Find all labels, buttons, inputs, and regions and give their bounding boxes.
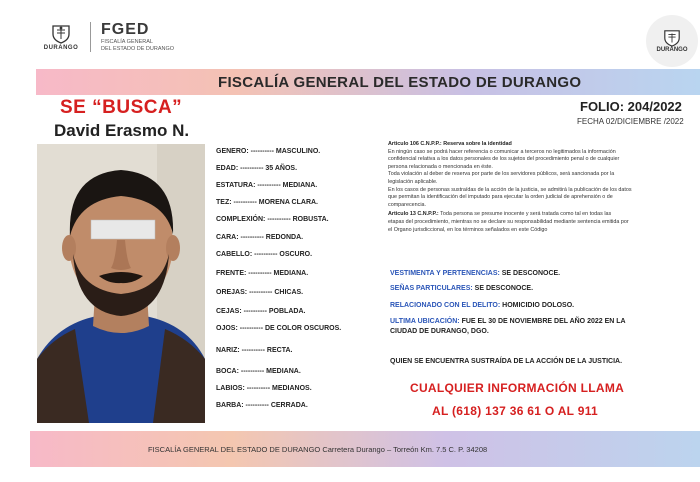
trait-leader: ---------- bbox=[252, 251, 280, 258]
trait-leader: ---------- bbox=[231, 199, 259, 206]
crime-label: RELACIONADO CON EL DELITO: bbox=[390, 302, 501, 309]
title-banner bbox=[36, 69, 700, 95]
trait-leader: ---------- bbox=[248, 148, 276, 155]
trait-row bbox=[216, 182, 317, 189]
art106-line: comparecencia. bbox=[388, 201, 427, 208]
banner-title: FISCALÍA GENERAL DEL ESTADO DE DURANGO bbox=[218, 74, 582, 91]
trait-label: TEZ: bbox=[216, 199, 232, 206]
trait-value: MEDIANA. bbox=[282, 182, 318, 189]
org-sub-line2: DEL ESTADO DE DURANGO bbox=[101, 46, 175, 52]
org-identity bbox=[101, 22, 174, 52]
trait-value: MEDIANA. bbox=[273, 270, 309, 277]
art106-line: confidencial relativa a los datos personales de los sujetos del procedimiento penal o de cualquier bbox=[388, 156, 620, 163]
folio-date: FECHA 02/DICIEMBRE /2022 bbox=[577, 117, 684, 126]
trait-value: MEDIANOS. bbox=[271, 385, 312, 392]
trait-leader: ---------- bbox=[239, 347, 267, 354]
marks-label: SEÑAS PARTICULARES: bbox=[390, 285, 473, 292]
logo-divider bbox=[90, 22, 91, 52]
badge-label: DURANGO bbox=[656, 47, 688, 53]
trait-value: MASCULINO. bbox=[275, 148, 321, 155]
art106-line: Toda violación al deber de reserva por parte de los servidores públicos, será sancionada por la bbox=[388, 171, 615, 178]
trait-label: CARA: bbox=[216, 234, 239, 241]
location-label: ULTIMA UBICACIÓN: bbox=[390, 318, 460, 325]
cta-heading: CUALQUIER INFORMACIÓN LLAMA bbox=[410, 381, 625, 395]
trait-leader: ---------- bbox=[238, 234, 266, 241]
trait-row bbox=[216, 199, 318, 206]
wanted-name: David Erasmo N. bbox=[54, 121, 190, 140]
trait-label: FRENTE: bbox=[216, 270, 247, 277]
trait-leader: ---------- bbox=[243, 402, 271, 409]
trait-row bbox=[216, 308, 305, 315]
trait-row bbox=[216, 325, 341, 332]
trait-label: GENERO: bbox=[216, 148, 249, 155]
trait-value: RECTA. bbox=[266, 347, 293, 354]
art106-line: En ningún caso se podrá hacer referencia o comunicar a terceros no legitimados la información bbox=[388, 148, 616, 155]
trait-label: BOCA: bbox=[216, 368, 239, 375]
durango-badge-icon bbox=[646, 15, 698, 67]
trait-value: CHICAS. bbox=[274, 289, 304, 296]
trait-row bbox=[216, 165, 297, 172]
art106-line: persona relacionada o mencionada en éste. bbox=[388, 163, 493, 170]
trait-label: OREJAS: bbox=[216, 289, 248, 296]
shield-label: DURANGO bbox=[43, 44, 79, 51]
trait-leader: ---------- bbox=[244, 385, 272, 392]
marks-row bbox=[390, 285, 533, 292]
art13-line: etapas del procedimiento, mientras no se declare su responsabilidad mediante sentencia emitida por bbox=[388, 218, 629, 225]
trait-label: CEJAS: bbox=[216, 308, 242, 315]
clothing-value: SE DESCONOCE. bbox=[501, 270, 561, 277]
trait-leader: ---------- bbox=[265, 216, 293, 223]
trait-label: COMPLEXIÓN: bbox=[216, 216, 266, 223]
suspect-photo bbox=[37, 144, 205, 423]
trait-label: BARBA: bbox=[216, 402, 244, 409]
trait-row bbox=[216, 270, 308, 277]
trait-leader: ---------- bbox=[238, 165, 266, 172]
trait-leader: ---------- bbox=[247, 289, 275, 296]
footer-address: FISCALÍA GENERAL DEL ESTADO DE DURANGO Carretera Durango – Torreón Km. 7.5 C. P. 34208 bbox=[148, 445, 488, 454]
trait-value: DE COLOR OSCUROS. bbox=[265, 325, 342, 332]
trait-value: MORENA CLARA. bbox=[258, 199, 319, 206]
trait-row bbox=[216, 216, 329, 223]
trait-label: CABELLO: bbox=[216, 251, 253, 258]
crime-value: HOMICIDIO DOLOSO. bbox=[502, 302, 575, 309]
clothing-label: VESTIMENTA Y PERTENENCIAS: bbox=[390, 270, 500, 277]
trait-leader: ---------- bbox=[238, 368, 267, 375]
trait-value: POBLADA. bbox=[268, 308, 306, 315]
art106-line: legislación aplicable. bbox=[388, 178, 438, 185]
trait-row bbox=[216, 385, 312, 392]
marks-value: SE DESCONOCE. bbox=[474, 285, 534, 292]
location-row-2 bbox=[390, 328, 489, 335]
art106-line: que permitan la identificación del imputado para ejecutar la orden judicial de aprehensión o de bbox=[388, 194, 613, 201]
trait-label: OJOS: bbox=[216, 325, 238, 332]
clothing-row bbox=[390, 270, 560, 277]
location-value-line1: FUE EL 30 DE NOVIEMBRE DEL AÑO 2022 EN LA bbox=[461, 318, 626, 325]
trait-value: ROBUSTA. bbox=[292, 216, 329, 223]
folio-number: FOLIO: 204/2022 bbox=[580, 99, 682, 114]
trait-label: ESTATURA: bbox=[216, 182, 256, 189]
cta-phone: AL (618) 137 36 61 O AL 911 bbox=[432, 404, 598, 418]
org-sub-line1: FISCALÍA GENERAL bbox=[101, 39, 153, 45]
art13-title: Articulo 13 C.N.P.P.: bbox=[388, 211, 439, 218]
fugitive-note: QUIEN SE ENCUENTRA SUSTRAÍDA DE LA ACCIÓN DE LA JUSTICIA. bbox=[390, 358, 623, 365]
legal-notice bbox=[388, 141, 700, 266]
org-acronym: FGED bbox=[101, 21, 150, 38]
art13-line: el Órgano jurisdiccional, en los términos señalados en este Código bbox=[388, 226, 548, 233]
trait-row bbox=[216, 251, 312, 258]
art106-line: En los casos de personas sustraídas de la acción de la justicia, se admitirá la publicación de los datos bbox=[388, 186, 632, 193]
trait-leader: ---------- bbox=[246, 270, 274, 277]
wanted-heading: SE “BUSCA” bbox=[60, 97, 183, 118]
trait-label: NARIZ: bbox=[216, 347, 240, 354]
art106-title: Articulo 106 C.N.P.P.: Reserva sobre la identidad bbox=[388, 141, 512, 147]
crime-row bbox=[390, 302, 574, 309]
trait-row bbox=[216, 402, 308, 409]
trait-value: MEDIANA. bbox=[266, 368, 301, 375]
trait-leader: ---------- bbox=[255, 182, 283, 189]
footer-banner bbox=[30, 431, 700, 467]
trait-row bbox=[216, 347, 292, 354]
trait-row bbox=[216, 289, 303, 296]
trait-leader: ---------- bbox=[241, 308, 269, 315]
location-row bbox=[390, 318, 626, 325]
trait-value: CERRADA. bbox=[270, 402, 308, 409]
location-value-line2: CIUDAD DE DURANGO, DGO. bbox=[390, 328, 489, 335]
trait-value: REDONDA. bbox=[265, 234, 304, 241]
trait-label: EDAD: bbox=[216, 165, 239, 172]
fged-logo bbox=[40, 22, 174, 52]
art106-body bbox=[388, 149, 700, 210]
durango-shield-icon bbox=[40, 22, 82, 52]
art13-first-line: Toda persona se presume inocente y será tratada como tal en todas las bbox=[440, 211, 612, 218]
trait-row bbox=[216, 148, 320, 155]
trait-leader: ---------- bbox=[237, 325, 265, 332]
trait-row bbox=[216, 368, 301, 375]
trait-value: OSCURO. bbox=[279, 251, 313, 258]
trait-row bbox=[216, 234, 303, 241]
trait-value: 35 AÑOS. bbox=[265, 165, 298, 172]
trait-label: LABIOS: bbox=[216, 385, 245, 392]
